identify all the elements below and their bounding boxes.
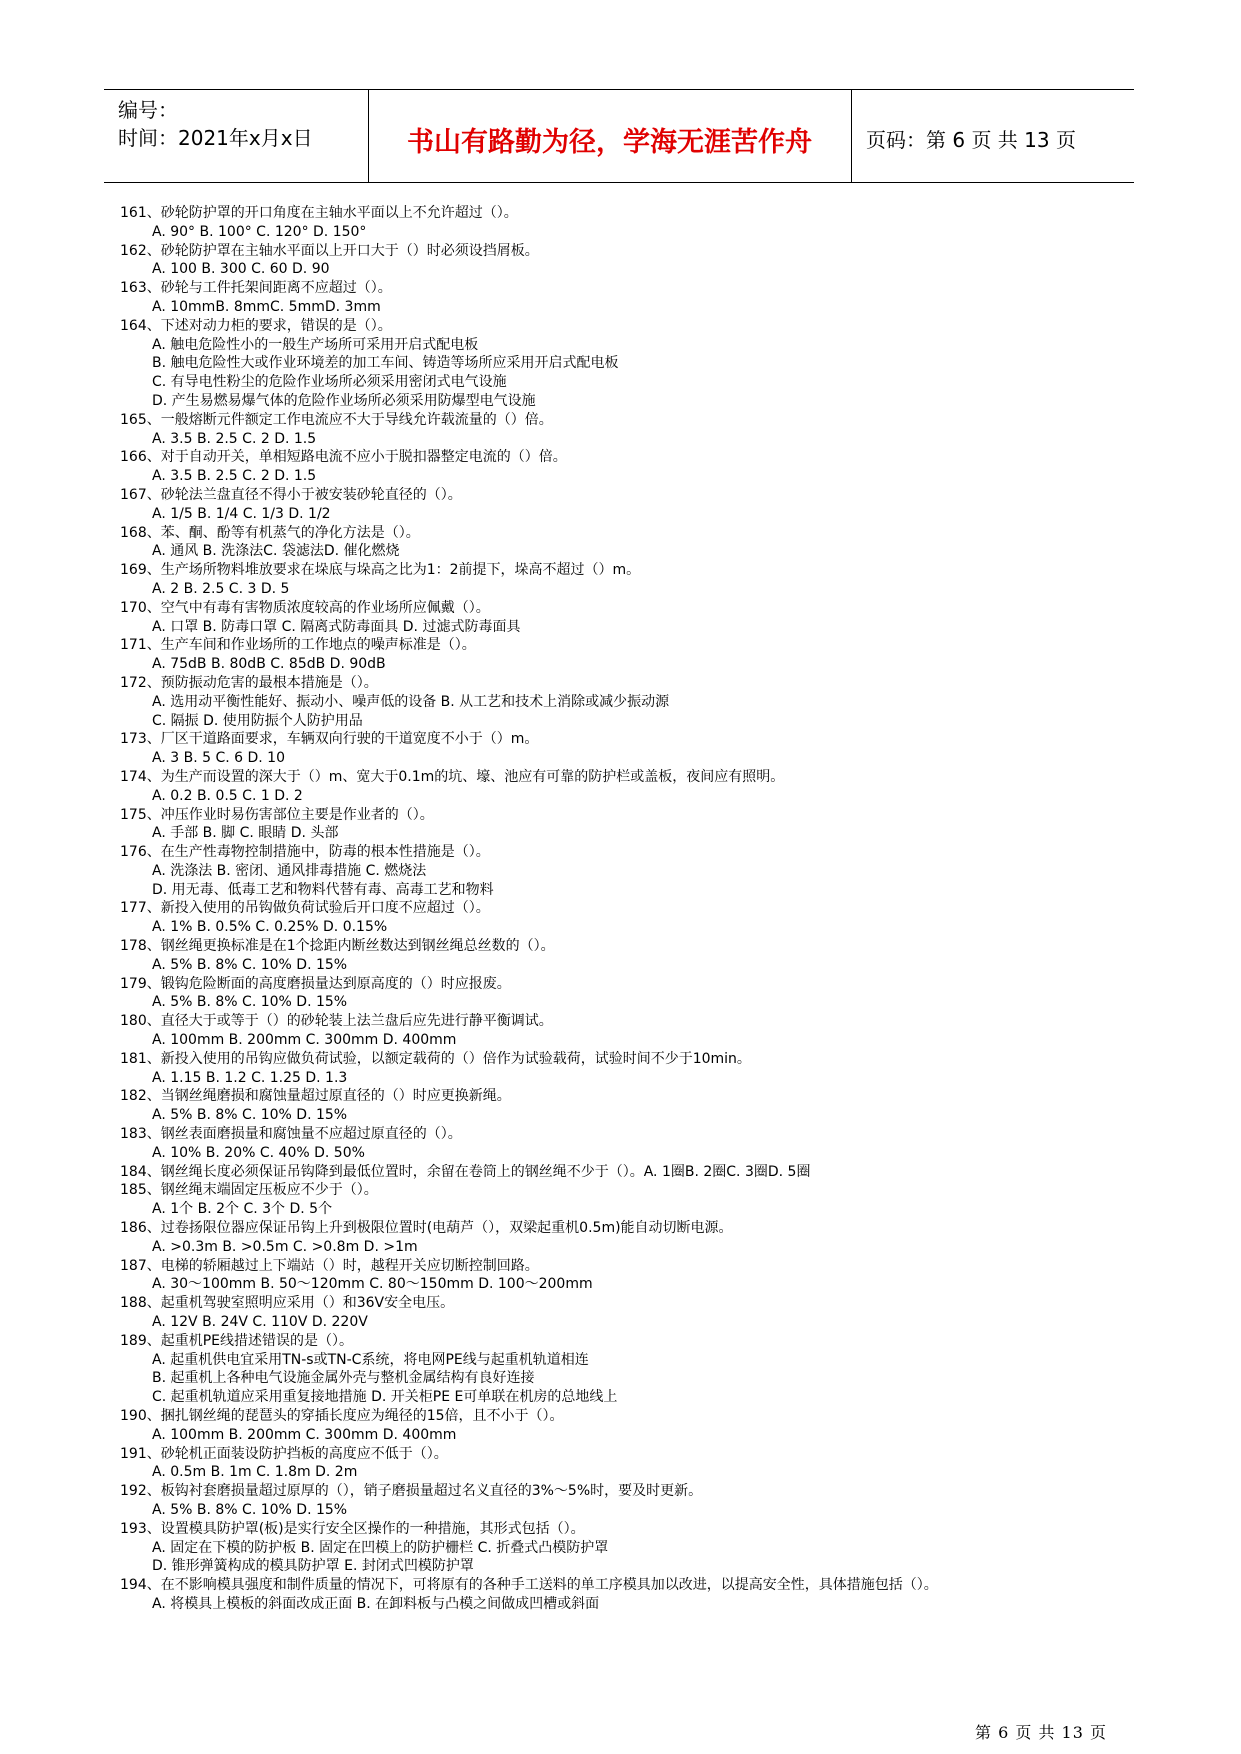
answer-options-line: A. 100mm B. 200mm C. 300mm D. 400mm xyxy=(152,1032,457,1049)
question-line: 175、冲压作业时易伤害部位主要是作业者的（）。 xyxy=(120,806,434,823)
question-line: 170、空气中有毒有害物质浓度较高的作业场所应佩戴（）。 xyxy=(120,599,490,616)
question-line: 174、为生产而设置的深大于（）m、宽大于0.1m的坑、壕、池应有可靠的防护栏或盖板，夜间应有照明。 xyxy=(120,768,785,785)
question-line: 188、起重机驾驶室照明应采用（）和36V安全电压。 xyxy=(120,1295,455,1312)
answer-options-line: A. 口罩 B. 防毒口罩 C. 隔离式防毒面具 D. 过滤式防毒面具 xyxy=(152,618,521,635)
question-line: 194、在不影响模具强度和制件质量的情况下，可将原有的各种手工送料的单工序模具加以改进，以提高安全性，具体措施包括（）。 xyxy=(120,1577,938,1594)
answer-options-line: A. 100mm B. 200mm C. 300mm D. 400mm xyxy=(152,1426,457,1443)
question-line: 184、钢丝绳长度必须保证吊钩降到最低位置时，余留在卷筒上的钢丝绳不少于（）。A. 1圈B. 2圈C. 3圈D. 5圈 xyxy=(120,1163,811,1180)
page-header xyxy=(104,89,1134,183)
answer-options-line: A. >0.3m B. >0.5m C. >0.8m D. >1m xyxy=(152,1238,418,1255)
question-line: 163、砂轮与工件托架间距离不应超过（）。 xyxy=(120,280,392,297)
answer-options-line: A. 5% B. 8% C. 10% D. 15% xyxy=(152,1501,348,1518)
question-line: 192、板钩衬套磨损量超过原厚的（），销子磨损量超过名义直径的3%～5%时，要及时更新。 xyxy=(120,1483,703,1500)
document-time-label: 时间：2021年x月x日 xyxy=(118,126,313,150)
question-line: 181、新投入使用的吊钩应做负荷试验，以额定载荷的（）倍作为试验载荷，试验时间不少于10min。 xyxy=(120,1050,751,1067)
answer-options-line: C. 隔振 D. 使用防振个人防护用品 xyxy=(152,712,363,729)
answer-options-line: A. 固定在下模的防护板 B. 固定在凹模上的防护栅栏 C. 折叠式凸模防护罩 xyxy=(152,1539,609,1556)
question-line: 168、苯、酮、酚等有机蒸气的净化方法是（）。 xyxy=(120,524,420,541)
question-line: 180、直径大于或等于（）的砂轮装上法兰盘后应先进行静平衡调试。 xyxy=(120,1013,553,1030)
answer-options-line: A. 2 B. 2.5 C. 3 D. 5 xyxy=(152,580,290,597)
question-line: 178、钢丝绳更换标准是在1个捻距内断丝数达到钢丝绳总丝数的（）。 xyxy=(120,938,555,955)
question-line: 169、生产场所物料堆放要求在垛底与垛高之比为1：2前提下，垛高不超过（）m。 xyxy=(120,562,641,579)
answer-options-line: A. 3.5 B. 2.5 C. 2 D. 1.5 xyxy=(152,430,317,447)
question-line: 171、生产车间和作业场所的工作地点的噪声标准是（）。 xyxy=(120,637,476,654)
question-line: 182、当钢丝绳磨损和腐蚀量超过原直径的（）时应更换新绳。 xyxy=(120,1088,511,1105)
question-line: 167、砂轮法兰盘直径不得小于被安装砂轮直径的（）。 xyxy=(120,486,462,503)
answer-options-line: D. 产生易燃易爆气体的危险作业场所必须采用防爆型电气设施 xyxy=(152,392,536,409)
answer-options-line: A. 100 B. 300 C. 60 D. 90 xyxy=(152,261,330,278)
answer-options-line: A. 5% B. 8% C. 10% D. 15% xyxy=(152,1107,348,1124)
question-line: 193、设置模具防护罩(板)是实行安全区操作的一种措施，其形式包括（）。 xyxy=(120,1520,585,1537)
answer-options-line: A. 10mmB. 8mmC. 5mmD. 3mm xyxy=(152,298,381,315)
answer-options-line: A. 起重机供电宜采用TN-s或TN-C系统，将电网PE线与起重机轨道相连 xyxy=(152,1351,589,1368)
question-line: 190、捆扎钢丝绳的琵琶头的穿插长度应为绳径的15倍，且不小于（）。 xyxy=(120,1408,564,1424)
page-footer: 第 6 页 共 13 页 xyxy=(975,1723,1107,1742)
header-page-code: 页码：第 6 页 共 13 页 xyxy=(866,128,1076,152)
answer-options-line: A. 12V B. 24V C. 110V D. 220V xyxy=(152,1314,368,1331)
header-page-cell xyxy=(852,90,1134,182)
question-line: 173、厂区干道路面要求，车辆双向行驶的干道宽度不小于（）m。 xyxy=(120,731,539,748)
answer-options-line: A. 5% B. 8% C. 10% D. 15% xyxy=(152,956,348,973)
answer-options-line: A. 触电危险性小的一般生产场所可采用开启式配电板 xyxy=(152,336,479,353)
answer-options-line: A. 1.15 B. 1.2 C. 1.25 D. 1.3 xyxy=(152,1069,348,1086)
answer-options-line: A. 3.5 B. 2.5 C. 2 D. 1.5 xyxy=(152,468,317,485)
answer-options-line: A. 75dB B. 80dB C. 85dB D. 90dB xyxy=(152,656,386,673)
question-line: 185、钢丝绳末端固定压板应不少于（）。 xyxy=(120,1182,378,1199)
answer-options-line: A. 1% B. 0.5% C. 0.25% D. 0.15% xyxy=(152,919,388,936)
answer-options-line: A. 选用动平衡性能好、振动小、噪声低的设备 B. 从工艺和技术上消除或减少振动源 xyxy=(152,693,670,710)
answer-options-line: A. 通风 B. 洗涤法C. 袋滤法D. 催化燃烧 xyxy=(152,543,400,560)
answer-options-line: B. 触电危险性大或作业环境差的加工车间、铸造等场所应采用开启式配电板 xyxy=(152,355,619,372)
question-line: 162、砂轮防护罩在主轴水平面以上开口大于（）时必须设挡屑板。 xyxy=(120,242,539,259)
question-line: 191、砂轮机正面装设防护挡板的高度应不低于（）。 xyxy=(120,1445,448,1462)
answer-options-line: A. 1个 B. 2个 C. 3个 D. 5个 xyxy=(152,1201,333,1218)
answer-options-line: A. 5% B. 8% C. 10% D. 15% xyxy=(152,994,348,1011)
question-line: 176、在生产性毒物控制措施中，防毒的根本性措施是（）。 xyxy=(120,844,490,861)
answer-options-line: A. 1/5 B. 1/4 C. 1/3 D. 1/2 xyxy=(152,505,331,522)
answer-options-line: A. 10% B. 20% C. 40% D. 50% xyxy=(152,1144,365,1161)
header-info-cell xyxy=(104,90,369,182)
question-line: 166、对于自动开关，单相短路电流不应小于脱扣器整定电流的（）倍。 xyxy=(120,449,567,466)
question-line: 189、起重机PE线措述错误的是（）。 xyxy=(120,1332,354,1349)
answer-options-line: C. 起重机轨道应采用重复接地措施 D. 开关柜PE E可单联在机房的总地线上 xyxy=(152,1389,618,1406)
question-line: 183、钢丝表面磨损量和腐蚀量不应超过原直径的（）。 xyxy=(120,1126,462,1143)
question-line: 161、砂轮防护罩的开口角度在主轴水平面以上不允许超过（）。 xyxy=(120,205,518,221)
answer-options-line: C. 有导电性粉尘的危险作业场所必须采用密闭式电气设施 xyxy=(152,374,507,391)
answer-options-line: A. 洗涤法 B. 密闭、通风排毒措施 C. 燃烧法 xyxy=(152,862,427,879)
answer-options-line: A. 手部 B. 脚 C. 眼睛 D. 头部 xyxy=(152,825,339,842)
question-line: 177、新投入使用的吊钩做负荷试验后开口度不应超过（）。 xyxy=(120,900,490,917)
question-line: 179、锻钩危险断面的高度磨损量达到原高度的（）时应报废。 xyxy=(120,975,511,992)
header-motto-cell xyxy=(368,90,852,182)
answer-options-line: A. 3 B. 5 C. 6 D. 10 xyxy=(152,750,285,767)
answer-options-line: A. 0.2 B. 0.5 C. 1 D. 2 xyxy=(152,787,303,804)
question-line: 165、一般熔断元件额定工作电流应不大于导线允许载流量的（）倍。 xyxy=(120,411,553,428)
answer-options-line: D. 锥形弹簧构成的模具防护罩 E. 封闭式凹模防护罩 xyxy=(152,1558,474,1575)
answer-options-line: A. 90° B. 100° C. 120° D. 150° xyxy=(152,223,367,240)
question-list xyxy=(120,204,1120,1614)
document-number-label: 编号： xyxy=(118,98,178,122)
answer-options-line: A. 0.5m B. 1m C. 1.8m D. 2m xyxy=(152,1464,358,1481)
question-line: 187、电梯的轿厢越过上下端站（）时，越程开关应切断控制回路。 xyxy=(120,1257,539,1274)
question-line: 172、预防振动危害的最根本措施是（）。 xyxy=(120,674,378,691)
answer-options-line: B. 起重机上各种电气设施金属外壳与整机金属结构有良好连接 xyxy=(152,1370,535,1387)
answer-options-line: A. 将模具上模板的斜面改成正面 B. 在卸料板与凸模之间做成凹槽或斜面 xyxy=(152,1595,600,1612)
question-line: 186、过卷扬限位器应保证吊钩上升到极限位置时(电葫芦（），双梁起重机0.5m)能自动切断电源。 xyxy=(120,1220,733,1237)
answer-options-line: A. 30～100mm B. 50～120mm C. 80～150mm D. 100～200mm xyxy=(152,1276,593,1293)
question-line: 164、下述对动力柜的要求，错误的是（）。 xyxy=(120,317,392,334)
answer-options-line: D. 用无毒、低毒工艺和物料代替有毒、高毒工艺和物料 xyxy=(152,881,494,898)
header-motto: 书山有路勤为径，学海无涯苦作舟 xyxy=(407,127,812,158)
